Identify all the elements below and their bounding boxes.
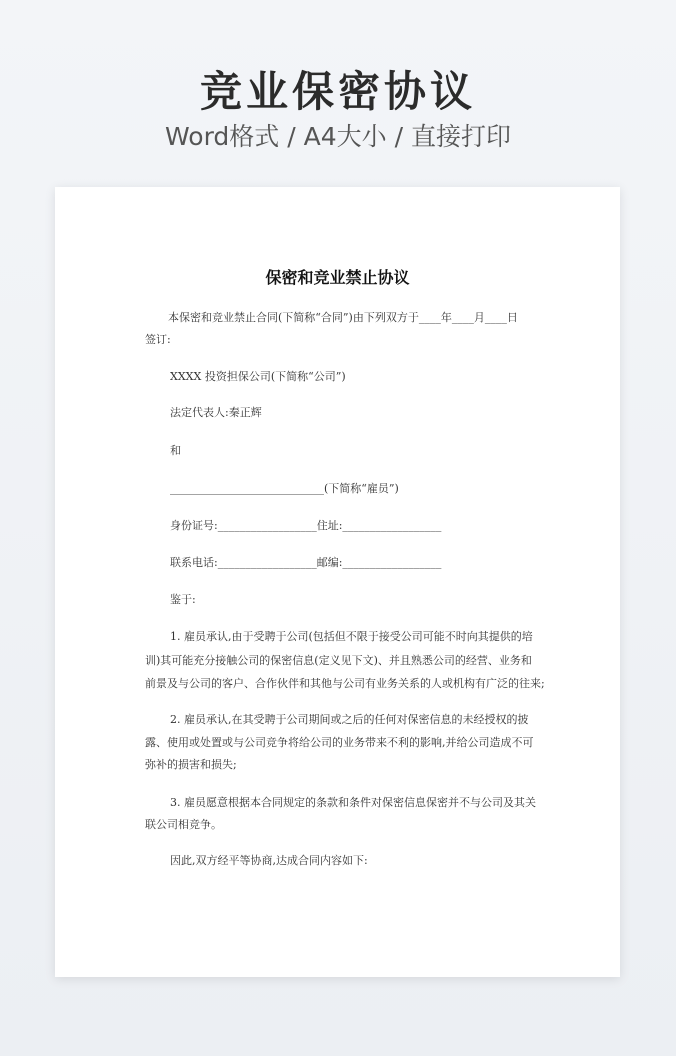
intro-line-1: 本保密和竞业禁止合同(下简称“合同”)由下列双方于____年____月____日 <box>168 311 518 324</box>
clause-2-line-2: 露、使用或处置或与公司竞争将给公司的业务带来不利的影响,并给公司造成不可 <box>145 736 534 749</box>
clause-3-line-2: 联公司相竞争。 <box>145 818 222 831</box>
phone-postcode-line: 联系电话:__________________邮编:__________________ <box>170 556 442 569</box>
clause-1-line-3: 前景及与公司的客户、合作伙伴和其他与公司有业务关系的人或机构有广泛的往来; <box>145 677 545 690</box>
document-page <box>55 187 620 977</box>
whereas-label: 鉴于: <box>170 593 196 606</box>
employee-party: ____________________________(下简称“雇员”) <box>170 482 399 495</box>
document-title: 保密和竞业禁止协议 <box>265 268 410 287</box>
clause-3-line-1: 3. 雇员愿意根据本合同规定的条款和条件对保密信息保密并不与公司及其关 <box>170 796 536 809</box>
clause-1-line-1: 1. 雇员承认,由于受聘于公司(包括但不限于接受公司可能不时向其提供的培 <box>170 630 533 643</box>
clause-1-line-2: 训)其可能充分接触公司的保密信息(定义见下文)、并且熟悉公司的经营、业务和 <box>145 654 532 667</box>
and-text: 和 <box>170 444 181 457</box>
id-address-line: 身份证号:__________________住址:__________________ <box>170 519 442 532</box>
clause-2-line-1: 2. 雇员承认,在其受聘于公司期间或之后的任何对保密信息的未经授权的披 <box>170 713 529 726</box>
intro-line-2: 签订: <box>145 333 171 346</box>
clause-2-line-3: 弥补的损害和损失; <box>145 758 237 771</box>
banner-title: 竞业保密协议 <box>199 67 476 116</box>
banner-subtitle: Word格式 / A4大小 / 直接打印 <box>165 122 511 151</box>
conclusion-line: 因此,双方经平等协商,达成合同内容如下: <box>170 854 368 867</box>
legal-representative: 法定代表人:秦正辉 <box>170 406 262 419</box>
company-party: XXXX 投资担保公司(下简称“公司”) <box>170 370 346 383</box>
